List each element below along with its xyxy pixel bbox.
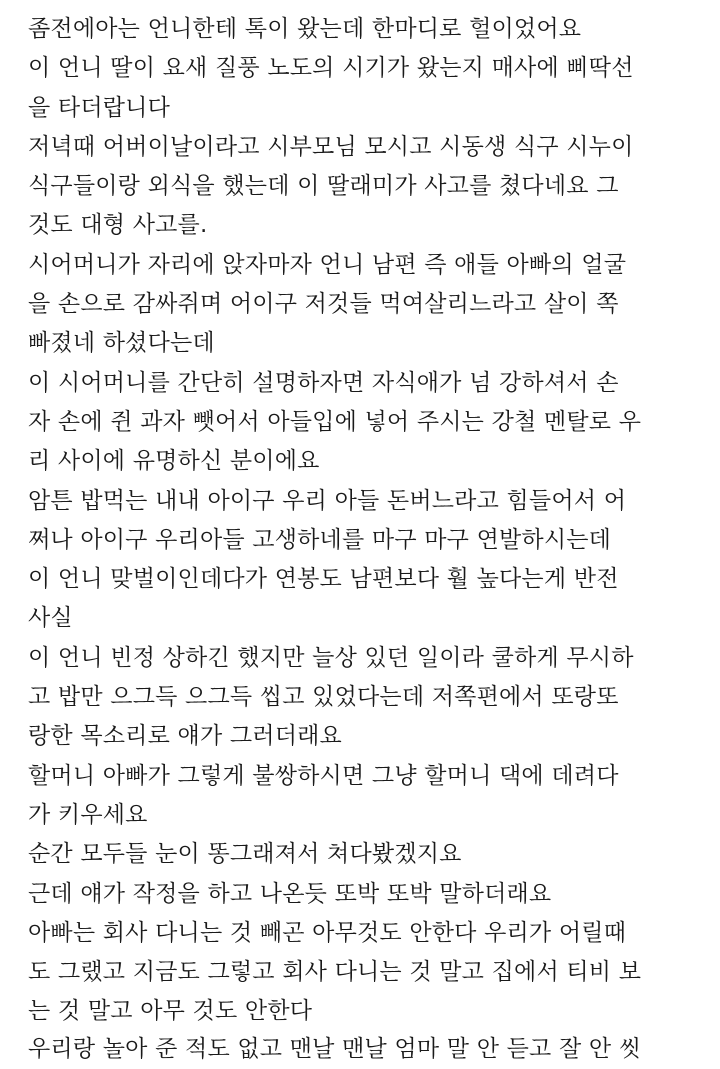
post-line: 근데 얘가 작정을 하고 나온듯 또박 또박 말하더래요 (28, 880, 552, 907)
post-line: 저녁때 어버이날이라고 시부모님 모시고 시동생 식구 시누이 (28, 133, 634, 160)
post-line: 을 손으로 감싸쥐며 어이구 저것들 먹여살리느라고 살이 쪽 (28, 291, 619, 318)
post-line: 고 밥만 으그득 으그득 씹고 있었다는데 저쪽편에서 또랑또 (28, 684, 619, 711)
post-line: 이 언니 맞벌이인데다가 연봉도 남편보다 훨 높다는게 반전 (28, 566, 619, 593)
post-line: 가 키우세요 (28, 801, 148, 828)
post-line: 이 언니 빈정 상하긴 했지만 늘상 있던 일이라 쿨하게 무시하 (28, 644, 634, 671)
post-line: 식구들이랑 외식을 했는데 이 딸래미가 사고를 쳤다네요 그 (28, 173, 619, 200)
post-line: 시어머니가 자리에 앉자마자 언니 남편 즉 애들 아빠의 얼굴 (28, 251, 627, 278)
post-line: 아빠는 회사 다니는 것 빼곤 아무것도 안한다 우리가 어릴때 (28, 919, 627, 946)
post-line: 암튼 밥먹는 내내 아이구 우리 아들 돈버느라고 힘들어서 어 (28, 487, 627, 514)
post-line: 이 언니 딸이 요새 질풍 노도의 시기가 왔는지 매사에 삐딱선 (28, 55, 634, 82)
post-line: 을 타더랍니다 (28, 94, 171, 121)
post-line: 도 그랬고 지금도 그렇고 회사 다니는 것 말고 집에서 티비 보 (28, 959, 642, 986)
post-line: 순간 모두들 눈이 똥그래져서 쳐다봤겠지요 (28, 841, 462, 868)
post-line-partial (28, 1032, 708, 1062)
post-line: 이 시어머니를 간단히 설명하자면 자식애가 넘 강하셔서 손 (28, 369, 619, 396)
post-line: 랑한 목소리로 얘가 그러더래요 (28, 723, 342, 750)
post-line: 빠졌네 하셨다는데 (28, 330, 215, 357)
post-line: 좀전에아는 언니한테 톡이 왔는데 한마디로 헐이었어요 (28, 16, 582, 42)
post-body (28, 10, 708, 1062)
post-line: 사실 (28, 605, 73, 632)
post-line: 자 손에 쥔 과자 뺏어서 아들입에 넣어 주시는 강철 멘탈로 우 (28, 408, 642, 435)
post-line: 리 사이에 유명하신 분이에요 (28, 448, 320, 475)
post-line: 는 것 말고 아무 것도 안한다 (28, 998, 313, 1025)
post-line: 쩌나 아이구 우리아들 고생하네를 마구 마구 연발하시는데 (28, 526, 612, 553)
post-line: 것도 대형 사고를. (28, 212, 208, 239)
post-line: 할머니 아빠가 그렇게 불쌍하시면 그냥 할머니 댁에 데려다 (28, 762, 619, 789)
post-line-partial-text: 우리랑 놀아 준 적도 없고 맨날 맨날 엄마 말 안 듣고 잘 안 씻 (28, 1035, 642, 1062)
